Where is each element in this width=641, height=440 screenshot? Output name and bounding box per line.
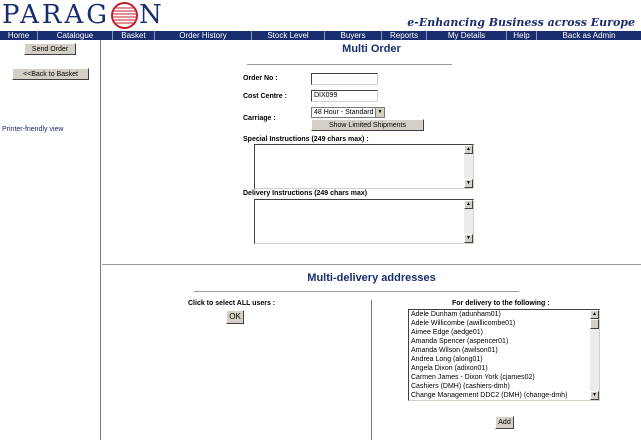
multi-delivery-title: Multi-delivery addresses <box>307 272 436 284</box>
divider <box>247 64 452 65</box>
order-no-input[interactable] <box>311 73 378 85</box>
scrollbar[interactable] <box>464 200 473 243</box>
main-content <box>102 40 641 440</box>
carriage-select-value: 48 Hour - Standard <box>314 109 374 116</box>
nav-stock-level[interactable]: Stock Level <box>252 31 325 40</box>
scroll-down-icon[interactable]: ▼ <box>464 234 473 243</box>
special-instructions-textarea[interactable] <box>254 144 474 189</box>
paragon-logo: PARAG N <box>2 0 165 30</box>
nav-catalogue[interactable]: Catalogue <box>38 31 113 40</box>
cost-centre-label: Cost Centre : <box>243 93 287 100</box>
delivery-instructions-textarea[interactable] <box>254 199 474 244</box>
scroll-up-icon[interactable]: ▲ <box>590 310 599 319</box>
nav-basket[interactable]: Basket <box>113 31 155 40</box>
nav-back-as-admin[interactable]: Back as Admin <box>562 31 616 40</box>
list-item[interactable]: Andrea Long (along01) <box>411 356 483 363</box>
order-no-label: Order No : <box>243 75 278 82</box>
list-item[interactable]: Amanda Wilson (awilson01) <box>411 347 498 354</box>
scroll-thumb[interactable] <box>590 319 599 329</box>
scroll-up-icon[interactable]: ▲ <box>464 200 473 209</box>
printer-friendly-link[interactable]: Printer-friendly view <box>2 126 64 133</box>
scroll-down-icon[interactable]: ▼ <box>590 391 599 400</box>
sidebar <box>0 40 101 440</box>
nav-reports[interactable]: Reports <box>382 31 427 40</box>
cost-centre-input[interactable]: DIX099 <box>311 90 378 102</box>
scrollbar[interactable] <box>590 310 599 400</box>
header <box>0 0 641 31</box>
nav-help[interactable]: Help <box>507 31 537 40</box>
list-item[interactable]: Aimee Edge (aedge01) <box>411 329 483 336</box>
section-divider <box>102 264 641 265</box>
divider <box>194 291 519 292</box>
chevron-down-icon[interactable]: ▼ <box>375 108 384 117</box>
select-all-label: Click to select ALL users : <box>188 300 276 307</box>
delivery-instructions-label: Delivery Instructions (249 chars max) <box>243 190 368 197</box>
back-to-basket-button[interactable]: <<Back to Basket <box>12 68 89 80</box>
nav-my-details[interactable]: My Details <box>427 31 507 40</box>
scrollbar[interactable] <box>464 145 473 188</box>
add-button[interactable]: Add <box>495 416 514 429</box>
delivery-to-label: For delivery to the following : <box>452 300 550 307</box>
list-item[interactable]: Change Management DDC2 (DMH) (change-dmh) <box>411 392 568 399</box>
carriage-select[interactable] <box>311 107 385 118</box>
nav-buyers[interactable]: Buyers <box>325 31 382 40</box>
main-nav <box>0 31 641 40</box>
scroll-down-icon[interactable]: ▼ <box>464 179 473 188</box>
special-instructions-label: Special Instructions (249 chars max) : <box>243 136 369 143</box>
list-item[interactable]: Cashiers (DMH) (cashiers-dmh) <box>411 383 510 390</box>
send-order-button[interactable]: Send Order <box>24 43 76 55</box>
list-item[interactable]: Adele Dunham (adunham01) <box>411 311 501 318</box>
scroll-up-icon[interactable]: ▲ <box>464 145 473 154</box>
user-listbox[interactable] <box>408 309 600 401</box>
list-item[interactable]: Adele Willicombe (awillicombe01) <box>411 320 516 327</box>
show-limited-shipments-button[interactable]: Show Limited Shipments <box>311 119 424 131</box>
column-divider <box>371 300 372 440</box>
list-item[interactable]: Amanda Spencer (aspencer01) <box>411 338 509 345</box>
page-title: Multi Order <box>342 43 401 55</box>
list-item[interactable]: Angela Dixon (adixon01) <box>411 365 488 372</box>
nav-order-history[interactable]: Order History <box>155 31 252 40</box>
nav-home[interactable]: Home <box>0 31 38 40</box>
tagline: e-Enhancing Business across Europe <box>407 16 635 29</box>
carriage-label: Carriage : <box>243 115 276 122</box>
ok-button[interactable]: OK <box>226 310 244 324</box>
globe-icon <box>111 2 138 29</box>
list-item[interactable]: Carmen James - Dixon York (cjames02) <box>411 374 535 381</box>
